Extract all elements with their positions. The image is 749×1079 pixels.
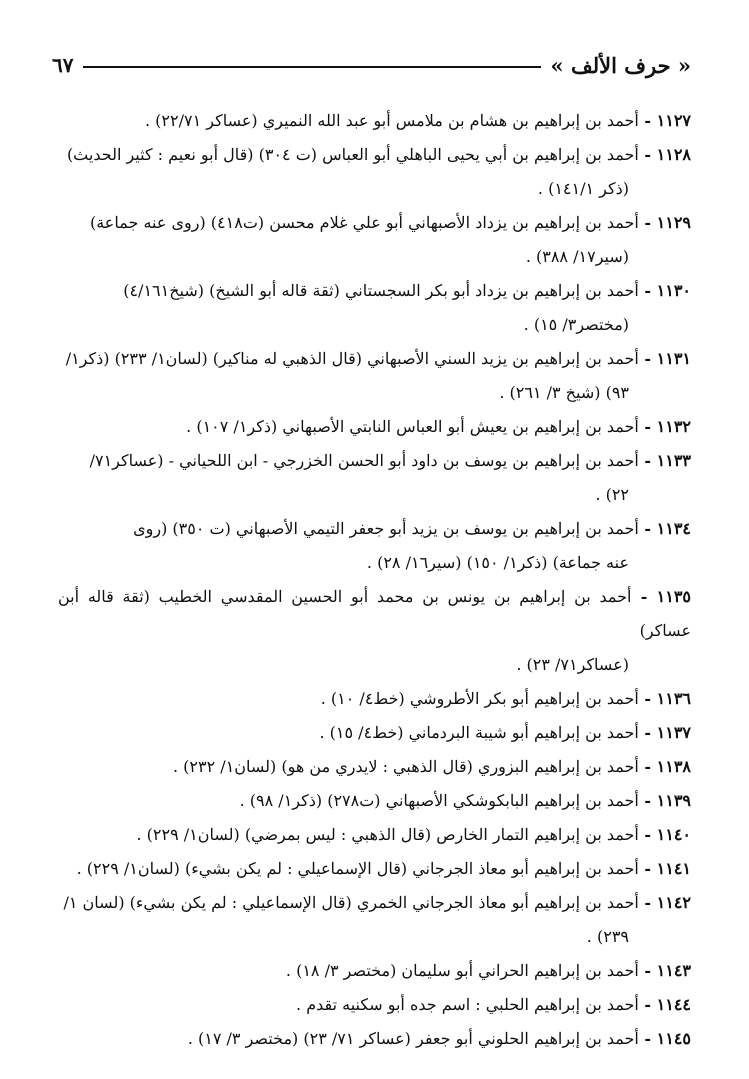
entry-continuation: (سير١٧/ ٣٨٨) . <box>525 247 629 266</box>
entry-dash: - <box>638 1029 657 1048</box>
entry-dash: - <box>638 349 657 368</box>
entry-text: أحمد بن إبراهيم بن يزداد الأصبهاني أبو علي غلام محسن (ت٤١٨) (روى عنه جماعة) <box>89 213 639 232</box>
entry-number: ١١٣١ <box>656 349 691 368</box>
entry-item <box>58 682 691 716</box>
entry-number: ١١٣٢ <box>656 417 691 436</box>
entry-text: أحمد بن إبراهيم بن يزداد أبو بكر السجستاني (ثقة قاله أبو الشيخ) (شيخ٤/١٦١) <box>123 281 639 300</box>
entry-text: أحمد بن إبراهيم أبو معاذ الجرجاني (قال الإسماعيلي : لم يكن بشيء) (لسان١/ ٢٢٩) . <box>76 859 639 878</box>
entry-item <box>58 580 691 682</box>
entry-number: ١١٣٤ <box>656 519 691 538</box>
entry-item <box>58 1022 691 1056</box>
entry-continuation: عنه جماعة) (ذكر١/ ١٥٠) (سير١٦/ ٢٨) . <box>366 553 629 572</box>
entry-number: ١١٣٠ <box>656 281 691 300</box>
entry-item <box>58 818 691 852</box>
entry-text: أحمد بن إبراهيم بن يعيش أبو العباس النابتي الأصبهاني (ذكر١/ ١٠٧) . <box>186 417 639 436</box>
entry-first-line <box>58 410 691 444</box>
entry-first-line <box>58 852 691 886</box>
entry-item <box>58 784 691 818</box>
entry-dash: - <box>638 689 657 708</box>
entry-continuation: ٢٢) . <box>595 485 629 504</box>
entry-number: ١١٤٣ <box>656 961 691 980</box>
entry-first-line <box>58 784 691 818</box>
entry-dash: - <box>638 519 657 538</box>
entry-dash: - <box>638 213 657 232</box>
entry-first-line <box>58 206 691 240</box>
entry-dash: - <box>638 757 657 776</box>
entry-dash: - <box>638 961 657 980</box>
entry-dash: - <box>638 723 657 742</box>
entry-first-line <box>58 750 691 784</box>
entry-first-line <box>58 1022 691 1056</box>
entry-dash: - <box>638 995 657 1014</box>
entry-dash: - <box>638 417 657 436</box>
entry-number: ١١٣٧ <box>656 723 691 742</box>
entry-continuation: (عساكر٧١/ ٢٣) . <box>516 655 629 674</box>
entry-dash: - <box>638 791 657 810</box>
entry-number: ١١٤١ <box>656 859 691 878</box>
entry-first-line <box>58 138 691 172</box>
entry-first-line <box>58 104 691 138</box>
entry-first-line <box>58 512 691 546</box>
entry-first-line <box>58 274 691 308</box>
entry-text: أحمد بن إبراهيم بن يزيد السني الأصبهاني (قال الذهبي له مناكير) (لسان١/ ٢٣٣) (ذكر١/ <box>65 349 639 368</box>
entry-item <box>58 954 691 988</box>
entry-item <box>58 342 691 410</box>
entry-text: أحمد بن إبراهيم بن يونس بن محمد أبو الحسين المقدسي الخطيب (ثقة قاله أبن عساكر) <box>58 587 691 640</box>
entry-text: أحمد بن إبراهيم بن أبي يحيى الباهلي أبو العباس (ت ٣٠٤) (قال أبو نعيم : كثير الحديث) <box>66 145 639 164</box>
entry-first-line <box>58 444 691 478</box>
entry-first-line <box>58 342 691 376</box>
entry-item <box>58 716 691 750</box>
entry-continuation: (ذكر ١٤١/١) . <box>537 179 629 198</box>
entry-text: أحمد بن إبراهيم بن يوسف بن يزيد أبو جعفر التيمي الأصبهاني (ت ٣٥٠) (روى <box>133 519 639 538</box>
entry-item <box>58 886 691 954</box>
entry-text: أحمد بن إبراهيم أبو بكر الأطروشي (خط٤/ ١٠) . <box>320 689 639 708</box>
page-number: ٦٧ <box>52 53 74 77</box>
entry-item <box>58 274 691 342</box>
header-rule <box>83 66 540 68</box>
entry-number: ١١٣٦ <box>656 689 691 708</box>
entry-dash: - <box>638 825 657 844</box>
entry-dash: - <box>638 281 657 300</box>
entry-continuation: ٩٣) (شيخ ٣/ ٢٦١) . <box>499 383 629 402</box>
entry-item <box>58 988 691 1022</box>
entry-item <box>58 852 691 886</box>
entry-first-line <box>58 818 691 852</box>
entry-first-line <box>58 988 691 1022</box>
entry-item <box>58 138 691 206</box>
entry-continuation: (مختصر٣/ ١٥) . <box>523 315 629 334</box>
entry-text: أحمد بن إبراهيم التمار الخارص (قال الذهبي : ليس بمرضي) (لسان١/ ٢٢٩) . <box>136 825 639 844</box>
running-head: « حرف الألف » <box>550 52 691 78</box>
entry-number: ١١٤٠ <box>656 825 691 844</box>
entry-number: ١١٣٣ <box>656 451 691 470</box>
entry-number: ١١٤٢ <box>656 893 691 912</box>
entry-item <box>58 512 691 580</box>
entry-number: ١١٢٧ <box>656 111 691 130</box>
entry-number: ١١٢٨ <box>656 145 691 164</box>
entry-list <box>58 104 691 1056</box>
entry-number: ١١٣٩ <box>656 791 691 810</box>
page-header <box>52 50 691 80</box>
entry-number: ١١٤٥ <box>656 1029 691 1048</box>
entry-item <box>58 444 691 512</box>
entry-text: أحمد بن إبراهيم الحراني أبو سليمان (مختصر ٣/ ١٨) . <box>285 961 639 980</box>
entry-dash: - <box>631 587 657 606</box>
entry-text: أحمد بن إبراهيم الحلبي : اسم جده أبو سكنيه تقدم . <box>296 995 639 1014</box>
entry-text: أحمد بن إبراهيم أبو معاذ الجرجاني الخمري (قال الإسماعيلي : لم يكن بشيء) (لسان ١/ <box>63 893 639 912</box>
entry-first-line <box>58 580 691 648</box>
entry-text: أحمد بن إبراهيم البزوري (قال الذهبي : لايدري من هو) (لسان١/ ٢٣٢) . <box>173 757 639 776</box>
entry-item <box>58 104 691 138</box>
entry-text: أحمد بن إبراهيم بن هشام بن ملامس أبو عبد الله النميري (عساكر ٢٢/٧١) . <box>144 111 639 130</box>
entry-text: أحمد بن إبراهيم البابكوشكي الأصبهاني (ت٢٧٨) (ذكر١/ ٩٨) . <box>239 791 639 810</box>
entry-dash: - <box>638 145 657 164</box>
entry-dash: - <box>638 111 657 130</box>
entry-first-line <box>58 716 691 750</box>
entry-continuation: ٢٣٩) . <box>586 927 629 946</box>
entry-text: أحمد بن إبراهيم الحلوني أبو جعفر (عساكر ٧١/ ٢٣) (مختصر ٣/ ١٧) . <box>187 1029 639 1048</box>
entry-item <box>58 206 691 274</box>
entry-text: أحمد بن إبراهيم بن يوسف بن داود أبو الحسن الخزرجي - ابن اللحياني - (عساكر٧١/ <box>89 451 639 470</box>
entry-dash: - <box>638 893 657 912</box>
entry-first-line <box>58 682 691 716</box>
entry-text: أحمد بن إبراهيم أبو شيبة البردماني (خط٤/ ١٥) . <box>319 723 639 742</box>
entry-number: ١١٤٤ <box>656 995 691 1014</box>
entry-number: ١١٣٥ <box>656 587 692 606</box>
entry-number: ١١٣٨ <box>656 757 691 776</box>
entry-number: ١١٢٩ <box>656 213 691 232</box>
entry-first-line <box>58 886 691 920</box>
entry-dash: - <box>638 451 657 470</box>
entry-dash: - <box>638 859 657 878</box>
entry-item <box>58 750 691 784</box>
entry-item <box>58 410 691 444</box>
entry-first-line <box>58 954 691 988</box>
